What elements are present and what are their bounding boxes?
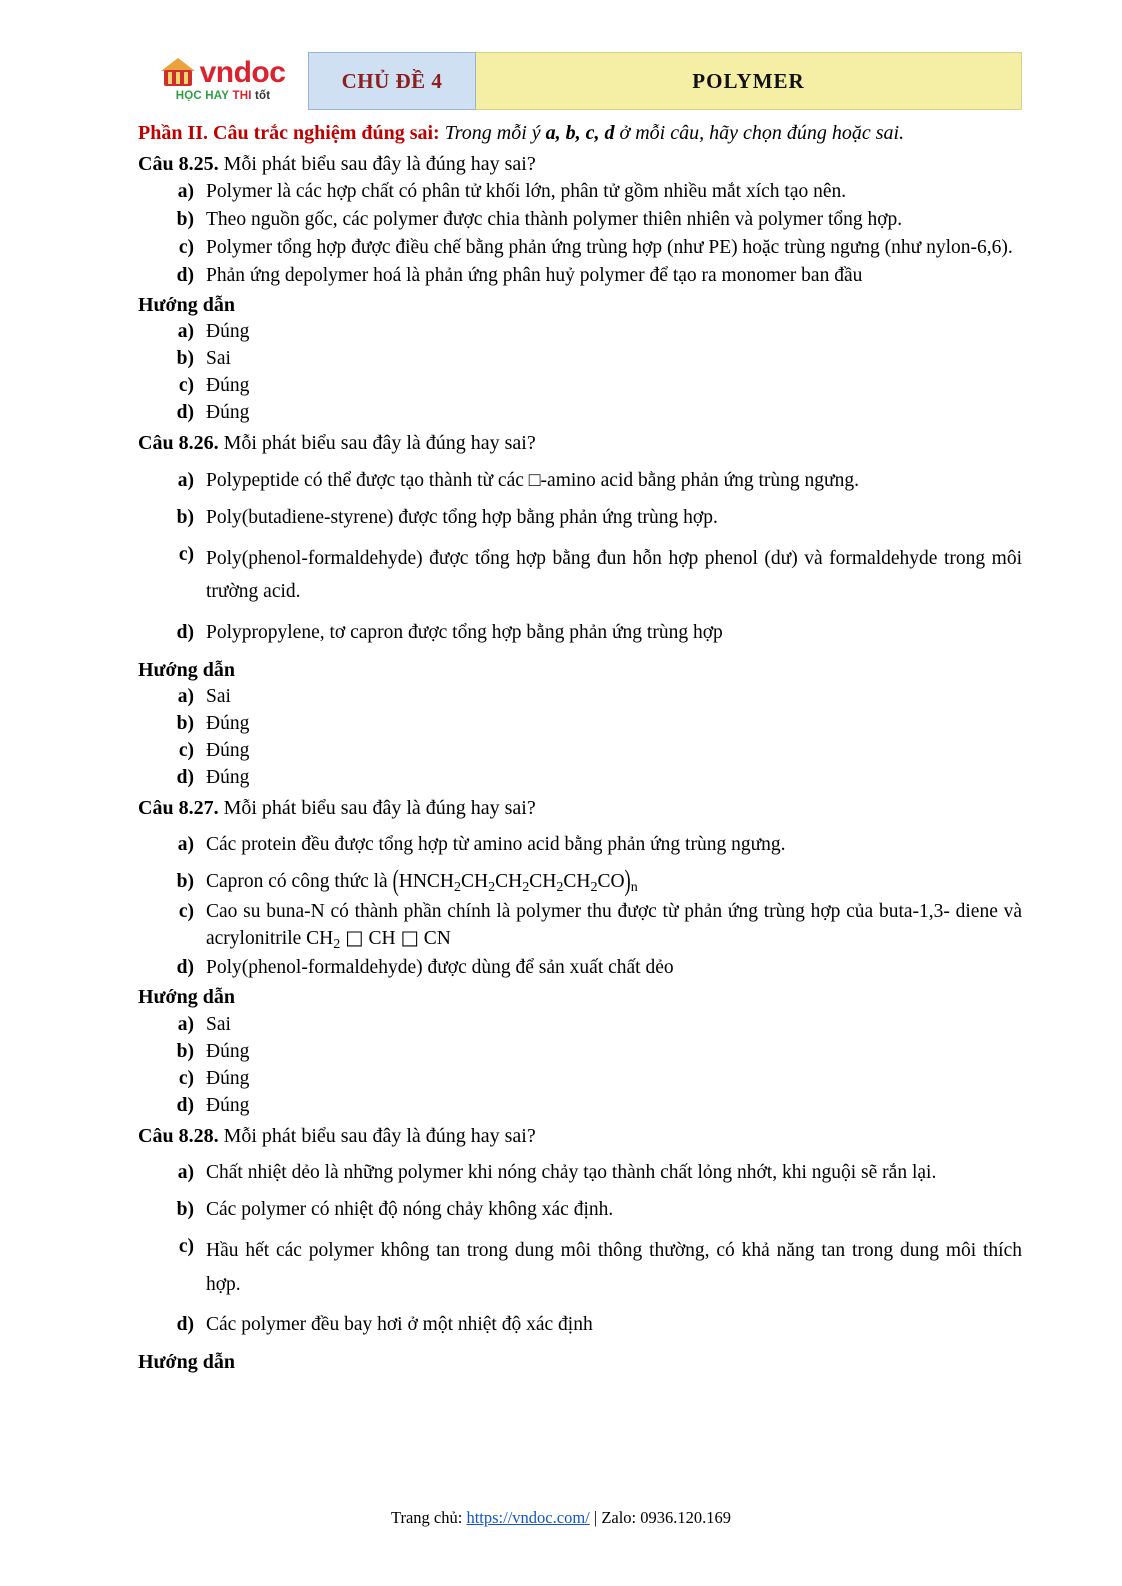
list-item: [138, 899, 1022, 954]
list-item: [138, 207, 1022, 233]
answer-text: Sai: [206, 686, 231, 708]
answer-mark: a): [177, 1014, 194, 1035]
item-text: Polypeptide có thể được tạo thành từ các □-amino acid bằng phản ứng trùng ngưng.: [206, 469, 859, 491]
answer-text: Đúng: [206, 766, 250, 788]
question-prompt: Mỗi phát biểu sau đây là đúng hay sai?: [223, 152, 536, 175]
item-mark: b): [176, 1199, 194, 1221]
answer-row: [138, 1093, 1022, 1119]
answer-mark: b): [176, 1040, 194, 1062]
item-text: Polypropylene, tơ capron được tổng hợp bằng phản ứng trùng hợp: [206, 621, 723, 643]
item-mark: b): [176, 871, 194, 893]
list-item: [138, 179, 1022, 205]
answer-mark: a): [177, 321, 194, 343]
answer-row: [138, 684, 1022, 710]
answer-row: [138, 373, 1022, 399]
part-label: Phần II. Câu trắc nghiệm đúng sai:: [138, 122, 440, 144]
item-text: Các protein đều được tổng hợp từ amino acid bằng phản ứng trùng ngưng.: [206, 834, 786, 856]
logo-wordmark: vndoc: [199, 55, 286, 89]
list-item: [138, 1197, 1022, 1223]
item-mark: a): [177, 1162, 194, 1184]
footer-prefix: Trang chủ:: [390, 1508, 467, 1527]
item-mark: d): [176, 1314, 194, 1336]
topic-title: POLYMER: [476, 52, 1022, 110]
item-mark: a): [177, 469, 194, 491]
answer-text: Đúng: [206, 740, 250, 762]
answer-row: [138, 1012, 1022, 1038]
question-items: [138, 468, 1022, 646]
item-text: Các polymer có nhiệt độ nóng chảy không xác định.: [206, 1199, 614, 1221]
answer-text: Đúng: [206, 1067, 250, 1089]
item-mark: d): [176, 264, 194, 286]
vndoc-logo: [138, 52, 308, 110]
question-items: [138, 179, 1022, 289]
item-mark: c): [178, 543, 194, 565]
item-text: Hầu hết các polymer không tan trong dung môi thông thường, có khả năng tan trong dung môi thích hợp.: [206, 1240, 1022, 1295]
item-text-formula: Capron có công thức là $(HNCH_2CH_2CH_2CH_2CH_2CO)_n$: [206, 864, 638, 899]
question-items: [138, 1160, 1022, 1338]
document-body: [138, 120, 1022, 1376]
answer-row: [138, 319, 1022, 345]
answer-text: Đúng: [206, 713, 250, 735]
list-item: [138, 620, 1022, 646]
guide-label: Hướng dẫn: [138, 986, 236, 1009]
question-heading: [138, 1123, 1022, 1150]
answer-mark: d): [176, 766, 194, 788]
item-mark: d): [176, 957, 194, 979]
page-header: [138, 52, 1022, 110]
answer-row: [138, 346, 1022, 372]
item-mark: c): [178, 1236, 194, 1258]
item-text: Poly(butadiene-styrene) được tổng hợp bằng phản ứng trùng hợp.: [206, 506, 718, 528]
logo-tagline: [176, 91, 271, 103]
question-heading: [138, 430, 1022, 457]
item-text-formula: Cao su buna-N có thành phần chính là polymer thu được từ phản ứng trùng hợp của buta-1,3- diene và acrylonitrile $CH_2$ □ CH □ CN: [206, 900, 1022, 952]
answer-mark: a): [177, 686, 194, 708]
list-item: [138, 505, 1022, 531]
item-text: Các polymer đều bay hơi ở một nhiệt độ xác định: [206, 1314, 593, 1336]
item-mark: a): [177, 834, 194, 856]
answer-row: [138, 765, 1022, 791]
footer-suffix: | Zalo: 0936.120.169: [589, 1508, 732, 1527]
guide-label: Hướng dẫn: [138, 658, 236, 681]
logo-tagline-part-1: HỌC HAY: [175, 89, 230, 102]
item-text: Polymer tổng hợp được điều chế bằng phản ứng trùng hợp (như PE) hoặc trùng ngưng (như nylon-6,6).: [206, 237, 1013, 259]
answer-mark: d): [176, 402, 194, 424]
answer-mark: d): [176, 1094, 194, 1116]
answer-row: [138, 711, 1022, 737]
answer-text: Đúng: [206, 1094, 250, 1116]
list-item: [138, 263, 1022, 289]
logo-row: [161, 55, 286, 89]
question-items: [138, 832, 1022, 981]
list-item: [138, 542, 1022, 609]
answer-text: Đúng: [206, 375, 250, 397]
item-text: Chất nhiệt dẻo là những polymer khi nóng chảy tạo thành chất lỏng nhớt, khi nguội sẽ rắn lại.: [206, 1162, 937, 1184]
item-mark: b): [176, 209, 194, 231]
logo-tagline-part-3: tốt: [255, 89, 271, 102]
guide-label: Hướng dẫn: [138, 1351, 236, 1374]
temple-icon: [161, 58, 195, 88]
answer-text: Sai: [206, 348, 231, 370]
item-text: Phản ứng depolymer hoá là phản ứng phân huỷ polymer để tạo ra monomer ban đầu: [206, 264, 863, 286]
answer-text: Đúng: [206, 1040, 250, 1062]
footer-link[interactable]: https://vndoc.com/: [466, 1508, 590, 1527]
question-number: Câu 8.25.: [138, 152, 219, 175]
answer-mark: b): [176, 348, 194, 370]
item-text: Theo nguồn gốc, các polymer được chia thành polymer thiên nhiên và polymer tổng hợp.: [206, 209, 903, 231]
item-text: Polymer là các hợp chất có phân tử khối lớn, phân tử gồm nhiều mắt xích tạo nên.: [206, 181, 847, 203]
answer-mark: b): [176, 713, 194, 735]
answer-mark: c): [178, 375, 194, 397]
list-item: [138, 468, 1022, 494]
item-mark: a): [177, 181, 194, 203]
logo-tagline-part-2: THI: [232, 89, 252, 102]
answer-row: [138, 738, 1022, 764]
item-mark: d): [176, 621, 194, 643]
item-mark: b): [176, 506, 194, 528]
part-heading: [138, 120, 1022, 147]
answer-row: [138, 1066, 1022, 1092]
list-item: [138, 864, 1022, 899]
list-item: [138, 955, 1022, 981]
question-prompt: Mỗi phát biểu sau đây là đúng hay sai?: [223, 796, 536, 819]
question-prompt: Mỗi phát biểu sau đây là đúng hay sai?: [223, 432, 536, 455]
item-mark: c): [178, 237, 194, 259]
answer-mark: c): [178, 1067, 194, 1089]
question-heading: [138, 151, 1022, 178]
answer-row: [138, 1039, 1022, 1065]
answer-mark: c): [178, 740, 194, 762]
list-item: [138, 1234, 1022, 1301]
question-prompt: Mỗi phát biểu sau đây là đúng hay sai?: [223, 1124, 536, 1147]
question-heading: [138, 795, 1022, 822]
list-item: [138, 832, 1022, 858]
guide-label: Hướng dẫn: [138, 293, 236, 316]
chapter-badge: CHỦ ĐỀ 4: [308, 52, 476, 110]
answer-text: Đúng: [206, 402, 250, 424]
item-text: Poly(phenol-formaldehyde) được tổng hợp bằng đun hỗn hợp phenol (dư) và formaldehyde trong môi trường acid.: [206, 547, 1022, 603]
answer-row: [138, 400, 1022, 426]
answer-text: Sai: [206, 1014, 231, 1035]
question-number: Câu 8.28.: [138, 1124, 219, 1147]
part-instruction: Trong mỗi ý a, b, c, d ở mỗi câu, hãy chọn đúng hoặc sai.: [444, 122, 905, 144]
page-footer: [0, 1508, 1122, 1528]
list-item: [138, 1312, 1022, 1338]
question-number: Câu 8.27.: [138, 796, 219, 819]
list-item: [138, 1160, 1022, 1186]
item-mark: c): [178, 900, 194, 922]
list-item: [138, 235, 1022, 261]
question-number: Câu 8.26.: [138, 432, 219, 455]
item-text: Poly(phenol-formaldehyde) được dùng để sản xuất chất dẻo: [206, 957, 674, 979]
answer-text: Đúng: [206, 321, 250, 343]
